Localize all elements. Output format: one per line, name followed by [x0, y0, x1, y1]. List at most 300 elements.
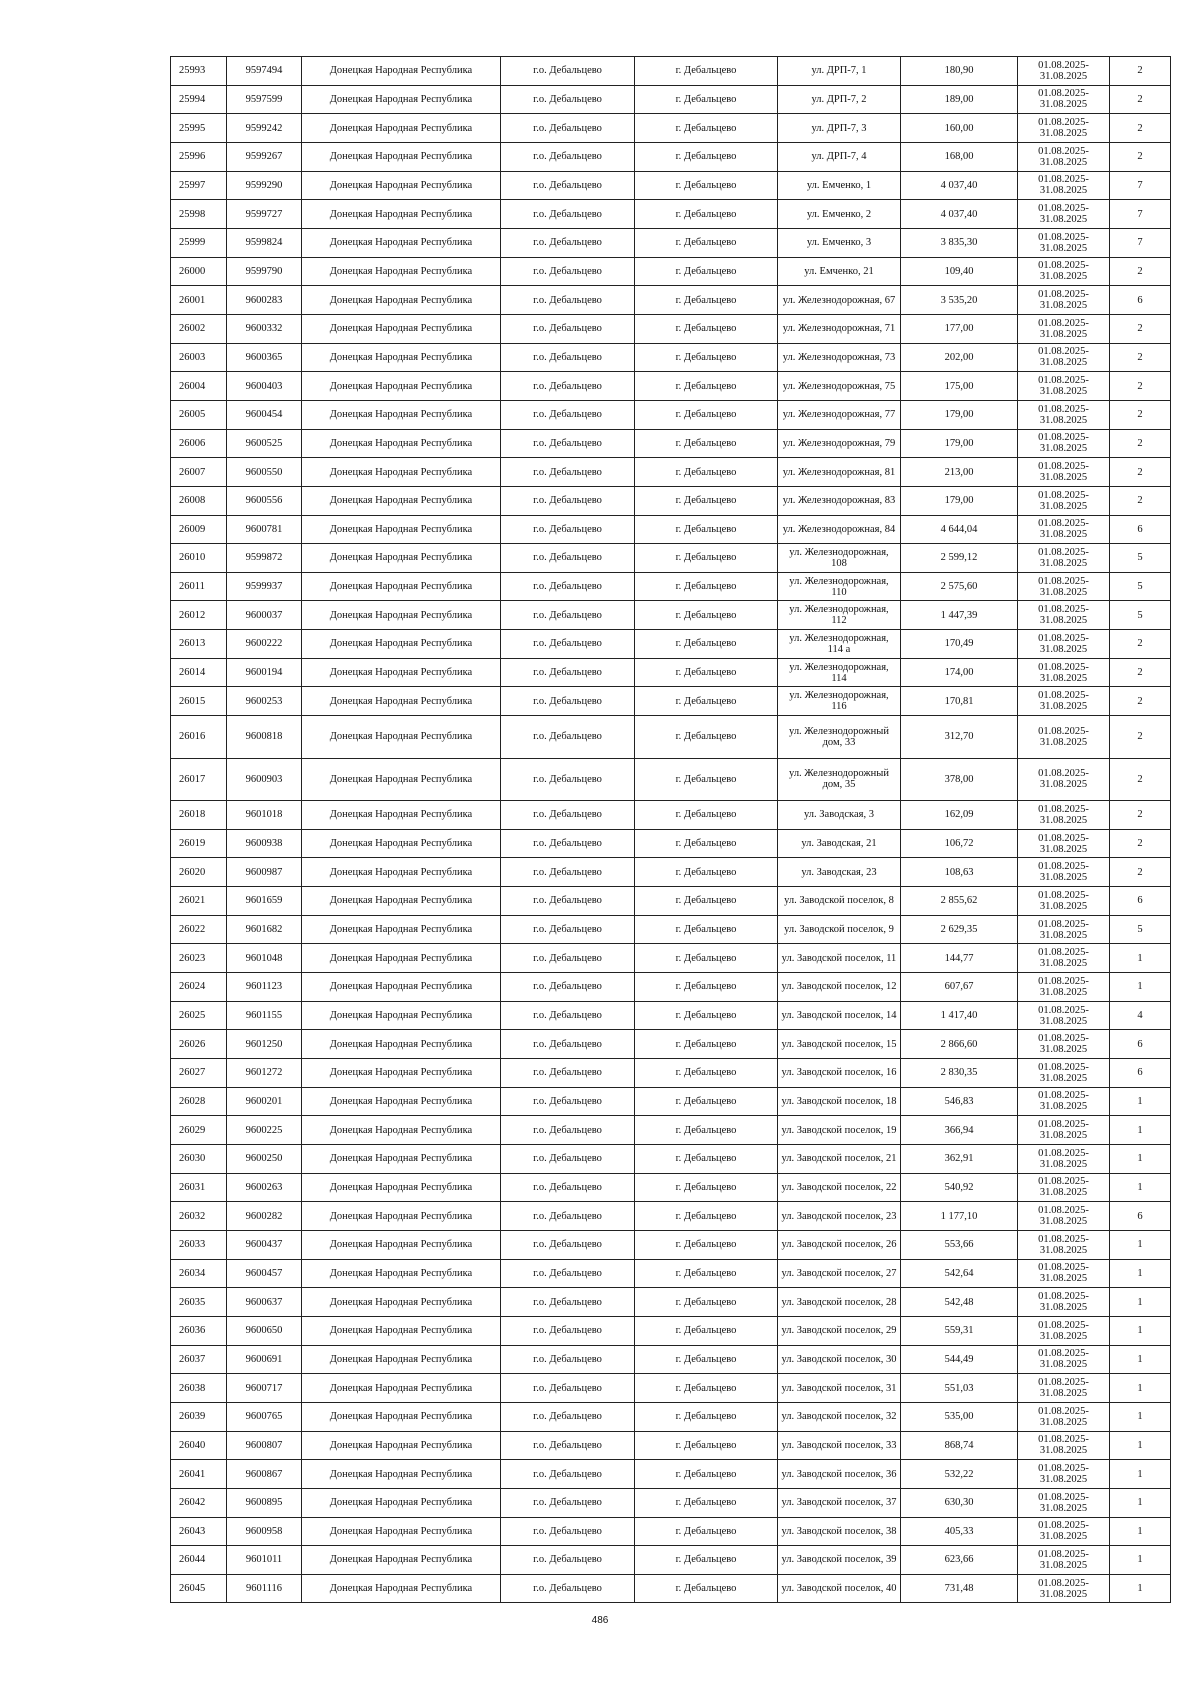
- address-cell: ул. Заводской поселок, 8: [778, 887, 901, 916]
- area-cell: 4 037,40: [901, 200, 1018, 229]
- table-row: [171, 372, 1171, 401]
- district-cell: г.о. Дебальцево: [501, 915, 635, 944]
- address-cell: ул. Емченко, 2: [778, 200, 901, 229]
- district-cell: г.о. Дебальцево: [501, 486, 635, 515]
- region-cell: Донецкая Народная Республика: [302, 1517, 501, 1546]
- region-cell: Донецкая Народная Республика: [302, 1030, 501, 1059]
- period-cell: 01.08.2025-31.08.2025: [1018, 1374, 1110, 1403]
- city-cell: г. Дебальцево: [635, 1316, 778, 1345]
- address-cell: ул. Заводской поселок, 19: [778, 1116, 901, 1145]
- object-code-cell: 9601048: [227, 944, 302, 973]
- object-code-cell: 9601272: [227, 1059, 302, 1088]
- object-code-cell: 9600253: [227, 687, 302, 716]
- row-number-cell: 26038: [171, 1374, 227, 1403]
- city-cell: г. Дебальцево: [635, 915, 778, 944]
- period-cell: 01.08.2025-31.08.2025: [1018, 486, 1110, 515]
- region-cell: Донецкая Народная Республика: [302, 400, 501, 429]
- region-cell: Донецкая Народная Республика: [302, 372, 501, 401]
- table-row: [171, 1460, 1171, 1489]
- count-cell: 7: [1110, 200, 1171, 229]
- object-code-cell: 9600556: [227, 486, 302, 515]
- table-row: [171, 200, 1171, 229]
- region-cell: Донецкая Народная Республика: [302, 1259, 501, 1288]
- period-cell: 01.08.2025-31.08.2025: [1018, 1546, 1110, 1575]
- address-cell: ул. Заводской поселок, 16: [778, 1059, 901, 1088]
- period-cell: 01.08.2025-31.08.2025: [1018, 200, 1110, 229]
- table-row: [171, 687, 1171, 716]
- region-cell: Донецкая Народная Республика: [302, 1402, 501, 1431]
- object-code-cell: 9600938: [227, 829, 302, 858]
- area-cell: 542,64: [901, 1259, 1018, 1288]
- count-cell: 1: [1110, 1288, 1171, 1317]
- address-cell: ул. Железнодорожная, 84: [778, 515, 901, 544]
- district-cell: г.о. Дебальцево: [501, 1374, 635, 1403]
- row-number-cell: 26027: [171, 1059, 227, 1088]
- row-number-cell: 26015: [171, 687, 227, 716]
- area-cell: 1 177,10: [901, 1202, 1018, 1231]
- region-cell: Донецкая Народная Республика: [302, 1116, 501, 1145]
- table-row: [171, 658, 1171, 687]
- address-cell: ул. Заводской поселок, 38: [778, 1517, 901, 1546]
- table-row: [171, 801, 1171, 830]
- area-cell: 607,67: [901, 973, 1018, 1002]
- row-number-cell: 26024: [171, 973, 227, 1002]
- address-cell: ул. Железнодорожная, 77: [778, 400, 901, 429]
- row-number-cell: 26016: [171, 716, 227, 759]
- area-cell: 106,72: [901, 829, 1018, 858]
- table-row: [171, 915, 1171, 944]
- city-cell: г. Дебальцево: [635, 1259, 778, 1288]
- city-cell: г. Дебальцево: [635, 1144, 778, 1173]
- count-cell: 2: [1110, 57, 1171, 86]
- region-cell: Донецкая Народная Республика: [302, 1087, 501, 1116]
- area-cell: 179,00: [901, 400, 1018, 429]
- region-cell: Донецкая Народная Республика: [302, 544, 501, 573]
- period-cell: 01.08.2025-31.08.2025: [1018, 171, 1110, 200]
- count-cell: 2: [1110, 458, 1171, 487]
- area-cell: 177,00: [901, 314, 1018, 343]
- row-number-cell: 26013: [171, 630, 227, 659]
- count-cell: 5: [1110, 572, 1171, 601]
- count-cell: 6: [1110, 1202, 1171, 1231]
- address-cell: ул. Заводской поселок, 27: [778, 1259, 901, 1288]
- count-cell: 1: [1110, 1574, 1171, 1603]
- address-cell: ул. Железнодорожная, 83: [778, 486, 901, 515]
- object-code-cell: 9600437: [227, 1230, 302, 1259]
- count-cell: 2: [1110, 343, 1171, 372]
- row-number-cell: 26009: [171, 515, 227, 544]
- count-cell: 1: [1110, 1345, 1171, 1374]
- row-number-cell: 26039: [171, 1402, 227, 1431]
- region-cell: Донецкая Народная Республика: [302, 1001, 501, 1030]
- region-cell: Донецкая Народная Республика: [302, 829, 501, 858]
- period-cell: 01.08.2025-31.08.2025: [1018, 257, 1110, 286]
- period-cell: 01.08.2025-31.08.2025: [1018, 630, 1110, 659]
- district-cell: г.о. Дебальцево: [501, 1574, 635, 1603]
- district-cell: г.о. Дебальцево: [501, 171, 635, 200]
- object-code-cell: 9600818: [227, 716, 302, 759]
- region-cell: Донецкая Народная Республика: [302, 1546, 501, 1575]
- area-cell: 170,49: [901, 630, 1018, 659]
- area-cell: 362,91: [901, 1144, 1018, 1173]
- period-cell: 01.08.2025-31.08.2025: [1018, 758, 1110, 801]
- city-cell: г. Дебальцево: [635, 687, 778, 716]
- period-cell: 01.08.2025-31.08.2025: [1018, 944, 1110, 973]
- table-row: [171, 85, 1171, 114]
- area-cell: 179,00: [901, 429, 1018, 458]
- area-cell: 1 417,40: [901, 1001, 1018, 1030]
- address-cell: ул. Железнодорожная, 81: [778, 458, 901, 487]
- count-cell: 7: [1110, 228, 1171, 257]
- region-cell: Донецкая Народная Республика: [302, 1316, 501, 1345]
- address-cell: ул. Заводской поселок, 21: [778, 1144, 901, 1173]
- period-cell: 01.08.2025-31.08.2025: [1018, 1144, 1110, 1173]
- region-cell: Донецкая Народная Республика: [302, 1144, 501, 1173]
- count-cell: 2: [1110, 429, 1171, 458]
- row-number-cell: 26025: [171, 1001, 227, 1030]
- address-cell: ул. ДРП-7, 1: [778, 57, 901, 86]
- count-cell: 5: [1110, 915, 1171, 944]
- count-cell: 6: [1110, 286, 1171, 315]
- row-number-cell: 25993: [171, 57, 227, 86]
- row-number-cell: 26029: [171, 1116, 227, 1145]
- row-number-cell: 26035: [171, 1288, 227, 1317]
- region-cell: Донецкая Народная Республика: [302, 1202, 501, 1231]
- count-cell: 2: [1110, 400, 1171, 429]
- object-code-cell: 9600867: [227, 1460, 302, 1489]
- city-cell: г. Дебальцево: [635, 1087, 778, 1116]
- count-cell: 1: [1110, 1116, 1171, 1145]
- count-cell: 2: [1110, 257, 1171, 286]
- table-row: [171, 1030, 1171, 1059]
- district-cell: г.о. Дебальцево: [501, 1546, 635, 1575]
- object-code-cell: 9601250: [227, 1030, 302, 1059]
- district-cell: г.о. Дебальцево: [501, 515, 635, 544]
- district-cell: г.о. Дебальцево: [501, 1259, 635, 1288]
- city-cell: г. Дебальцево: [635, 630, 778, 659]
- row-number-cell: 26006: [171, 429, 227, 458]
- count-cell: 1: [1110, 1517, 1171, 1546]
- object-code-cell: 9601155: [227, 1001, 302, 1030]
- address-cell: ул. Железнодорожная, 114: [778, 658, 901, 687]
- city-cell: г. Дебальцево: [635, 1517, 778, 1546]
- period-cell: 01.08.2025-31.08.2025: [1018, 572, 1110, 601]
- count-cell: 2: [1110, 758, 1171, 801]
- district-cell: г.о. Дебальцево: [501, 1144, 635, 1173]
- city-cell: г. Дебальцево: [635, 973, 778, 1002]
- count-cell: 1: [1110, 1488, 1171, 1517]
- count-cell: 2: [1110, 630, 1171, 659]
- count-cell: 1: [1110, 1087, 1171, 1116]
- row-number-cell: 26044: [171, 1546, 227, 1575]
- area-cell: 180,90: [901, 57, 1018, 86]
- row-number-cell: 26032: [171, 1202, 227, 1231]
- period-cell: 01.08.2025-31.08.2025: [1018, 85, 1110, 114]
- period-cell: 01.08.2025-31.08.2025: [1018, 57, 1110, 86]
- row-number-cell: 26028: [171, 1087, 227, 1116]
- region-cell: Донецкая Народная Республика: [302, 343, 501, 372]
- object-code-cell: 9600807: [227, 1431, 302, 1460]
- area-cell: 170,81: [901, 687, 1018, 716]
- object-code-cell: 9600403: [227, 372, 302, 401]
- period-cell: 01.08.2025-31.08.2025: [1018, 1574, 1110, 1603]
- row-number-cell: 26042: [171, 1488, 227, 1517]
- table-row: [171, 114, 1171, 143]
- count-cell: 2: [1110, 687, 1171, 716]
- address-cell: ул. Заводской поселок, 11: [778, 944, 901, 973]
- district-cell: г.о. Дебальцево: [501, 458, 635, 487]
- address-cell: ул. Железнодорожная, 108: [778, 544, 901, 573]
- district-cell: г.о. Дебальцево: [501, 314, 635, 343]
- period-cell: 01.08.2025-31.08.2025: [1018, 1259, 1110, 1288]
- region-cell: Донецкая Народная Республика: [302, 429, 501, 458]
- count-cell: 6: [1110, 1030, 1171, 1059]
- count-cell: 2: [1110, 85, 1171, 114]
- region-cell: Донецкая Народная Республика: [302, 486, 501, 515]
- district-cell: г.о. Дебальцево: [501, 228, 635, 257]
- city-cell: г. Дебальцево: [635, 171, 778, 200]
- region-cell: Донецкая Народная Республика: [302, 1488, 501, 1517]
- city-cell: г. Дебальцево: [635, 1546, 778, 1575]
- table-row: [171, 716, 1171, 759]
- area-cell: 532,22: [901, 1460, 1018, 1489]
- region-cell: Донецкая Народная Республика: [302, 286, 501, 315]
- row-number-cell: 25997: [171, 171, 227, 200]
- period-cell: 01.08.2025-31.08.2025: [1018, 1173, 1110, 1202]
- row-number-cell: 25995: [171, 114, 227, 143]
- city-cell: г. Дебальцево: [635, 572, 778, 601]
- region-cell: Донецкая Народная Республика: [302, 1374, 501, 1403]
- address-cell: ул. Железнодорожная, 73: [778, 343, 901, 372]
- area-cell: 366,94: [901, 1116, 1018, 1145]
- object-code-cell: 9600194: [227, 658, 302, 687]
- period-cell: 01.08.2025-31.08.2025: [1018, 915, 1110, 944]
- district-cell: г.о. Дебальцево: [501, 716, 635, 759]
- region-cell: Донецкая Народная Республика: [302, 1574, 501, 1603]
- region-cell: Донецкая Народная Республика: [302, 142, 501, 171]
- object-code-cell: 9599290: [227, 171, 302, 200]
- table-row: [171, 1259, 1171, 1288]
- region-cell: Донецкая Народная Республика: [302, 114, 501, 143]
- row-number-cell: 26037: [171, 1345, 227, 1374]
- period-cell: 01.08.2025-31.08.2025: [1018, 1030, 1110, 1059]
- table-body: [171, 57, 1171, 1603]
- city-cell: г. Дебальцево: [635, 1116, 778, 1145]
- row-number-cell: 26043: [171, 1517, 227, 1546]
- city-cell: г. Дебальцево: [635, 601, 778, 630]
- period-cell: 01.08.2025-31.08.2025: [1018, 1431, 1110, 1460]
- row-number-cell: 26020: [171, 858, 227, 887]
- period-cell: 01.08.2025-31.08.2025: [1018, 1402, 1110, 1431]
- table-row: [171, 1001, 1171, 1030]
- count-cell: 5: [1110, 601, 1171, 630]
- period-cell: 01.08.2025-31.08.2025: [1018, 372, 1110, 401]
- period-cell: 01.08.2025-31.08.2025: [1018, 716, 1110, 759]
- table-row: [171, 1546, 1171, 1575]
- city-cell: г. Дебальцево: [635, 286, 778, 315]
- district-cell: г.о. Дебальцево: [501, 200, 635, 229]
- region-cell: Донецкая Народная Республика: [302, 515, 501, 544]
- city-cell: г. Дебальцево: [635, 429, 778, 458]
- table-row: [171, 758, 1171, 801]
- area-cell: 160,00: [901, 114, 1018, 143]
- district-cell: г.о. Дебальцево: [501, 286, 635, 315]
- table-row: [171, 1316, 1171, 1345]
- object-code-cell: 9600225: [227, 1116, 302, 1145]
- count-cell: 2: [1110, 716, 1171, 759]
- region-cell: Донецкая Народная Республика: [302, 1288, 501, 1317]
- address-cell: ул. Железнодорожная, 67: [778, 286, 901, 315]
- city-cell: г. Дебальцево: [635, 1288, 778, 1317]
- area-cell: 1 447,39: [901, 601, 1018, 630]
- address-cell: ул. Заводской поселок, 15: [778, 1030, 901, 1059]
- area-cell: 179,00: [901, 486, 1018, 515]
- period-cell: 01.08.2025-31.08.2025: [1018, 400, 1110, 429]
- period-cell: 01.08.2025-31.08.2025: [1018, 1288, 1110, 1317]
- city-cell: г. Дебальцево: [635, 829, 778, 858]
- region-cell: Донецкая Народная Республика: [302, 944, 501, 973]
- period-cell: 01.08.2025-31.08.2025: [1018, 1345, 1110, 1374]
- row-number-cell: 26031: [171, 1173, 227, 1202]
- table-row: [171, 1374, 1171, 1403]
- table-row: [171, 973, 1171, 1002]
- period-cell: 01.08.2025-31.08.2025: [1018, 829, 1110, 858]
- city-cell: г. Дебальцево: [635, 1431, 778, 1460]
- object-code-cell: 9601018: [227, 801, 302, 830]
- district-cell: г.о. Дебальцево: [501, 1460, 635, 1489]
- count-cell: 2: [1110, 114, 1171, 143]
- count-cell: 1: [1110, 1316, 1171, 1345]
- table-row: [171, 1345, 1171, 1374]
- object-code-cell: 9599242: [227, 114, 302, 143]
- object-code-cell: 9600250: [227, 1144, 302, 1173]
- address-cell: ул. Железнодорожный дом, 33: [778, 716, 901, 759]
- district-cell: г.о. Дебальцево: [501, 1316, 635, 1345]
- object-code-cell: 9599872: [227, 544, 302, 573]
- count-cell: 1: [1110, 1173, 1171, 1202]
- address-cell: ул. Заводская, 3: [778, 801, 901, 830]
- district-cell: г.о. Дебальцево: [501, 1059, 635, 1088]
- city-cell: г. Дебальцево: [635, 85, 778, 114]
- area-cell: 174,00: [901, 658, 1018, 687]
- address-cell: ул. Емченко, 1: [778, 171, 901, 200]
- table-row: [171, 1173, 1171, 1202]
- count-cell: 1: [1110, 944, 1171, 973]
- area-cell: 540,92: [901, 1173, 1018, 1202]
- region-cell: Донецкая Народная Республика: [302, 1345, 501, 1374]
- count-cell: 2: [1110, 372, 1171, 401]
- district-cell: г.о. Дебальцево: [501, 1173, 635, 1202]
- object-code-cell: 9600282: [227, 1202, 302, 1231]
- region-cell: Донецкая Народная Республика: [302, 1173, 501, 1202]
- row-number-cell: 26010: [171, 544, 227, 573]
- row-number-cell: 26008: [171, 486, 227, 515]
- city-cell: г. Дебальцево: [635, 458, 778, 487]
- period-cell: 01.08.2025-31.08.2025: [1018, 314, 1110, 343]
- page-number: 486: [591, 1615, 609, 1626]
- period-cell: 01.08.2025-31.08.2025: [1018, 228, 1110, 257]
- row-number-cell: 26040: [171, 1431, 227, 1460]
- city-cell: г. Дебальцево: [635, 544, 778, 573]
- city-cell: г. Дебальцево: [635, 1345, 778, 1374]
- period-cell: 01.08.2025-31.08.2025: [1018, 1001, 1110, 1030]
- address-cell: ул. Заводской поселок, 31: [778, 1374, 901, 1403]
- period-cell: 01.08.2025-31.08.2025: [1018, 687, 1110, 716]
- table-row: [171, 1488, 1171, 1517]
- object-code-cell: 9600637: [227, 1288, 302, 1317]
- region-cell: Донецкая Народная Республика: [302, 716, 501, 759]
- table-row: [171, 1116, 1171, 1145]
- address-cell: ул. Заводской поселок, 32: [778, 1402, 901, 1431]
- city-cell: г. Дебальцево: [635, 1230, 778, 1259]
- table-row: [171, 1517, 1171, 1546]
- period-cell: 01.08.2025-31.08.2025: [1018, 429, 1110, 458]
- city-cell: г. Дебальцево: [635, 486, 778, 515]
- district-cell: г.о. Дебальцево: [501, 1116, 635, 1145]
- district-cell: г.о. Дебальцево: [501, 372, 635, 401]
- area-cell: 2 575,60: [901, 572, 1018, 601]
- address-cell: ул. Заводская, 23: [778, 858, 901, 887]
- table-row: [171, 1144, 1171, 1173]
- row-number-cell: 26000: [171, 257, 227, 286]
- area-cell: 3 535,20: [901, 286, 1018, 315]
- district-cell: г.о. Дебальцево: [501, 601, 635, 630]
- area-cell: 868,74: [901, 1431, 1018, 1460]
- object-code-cell: 9600765: [227, 1402, 302, 1431]
- city-cell: г. Дебальцево: [635, 1374, 778, 1403]
- table-row: [171, 1402, 1171, 1431]
- area-cell: 213,00: [901, 458, 1018, 487]
- count-cell: 1: [1110, 1431, 1171, 1460]
- region-cell: Донецкая Народная Республика: [302, 228, 501, 257]
- city-cell: г. Дебальцево: [635, 758, 778, 801]
- period-cell: 01.08.2025-31.08.2025: [1018, 515, 1110, 544]
- district-cell: г.о. Дебальцево: [501, 1001, 635, 1030]
- table-row: [171, 572, 1171, 601]
- period-cell: 01.08.2025-31.08.2025: [1018, 1202, 1110, 1231]
- district-cell: г.о. Дебальцево: [501, 400, 635, 429]
- district-cell: г.о. Дебальцево: [501, 801, 635, 830]
- count-cell: 1: [1110, 1144, 1171, 1173]
- area-cell: 312,70: [901, 716, 1018, 759]
- object-code-cell: 9599824: [227, 228, 302, 257]
- address-cell: ул. Заводская, 21: [778, 829, 901, 858]
- region-cell: Донецкая Народная Республика: [302, 758, 501, 801]
- table-row: [171, 400, 1171, 429]
- count-cell: 1: [1110, 1460, 1171, 1489]
- area-cell: 559,31: [901, 1316, 1018, 1345]
- row-number-cell: 26011: [171, 572, 227, 601]
- period-cell: 01.08.2025-31.08.2025: [1018, 658, 1110, 687]
- area-cell: 535,00: [901, 1402, 1018, 1431]
- city-cell: г. Дебальцево: [635, 1202, 778, 1231]
- address-cell: ул. Заводской поселок, 26: [778, 1230, 901, 1259]
- table-row: [171, 1059, 1171, 1088]
- address-cell: ул. Железнодорожная, 71: [778, 314, 901, 343]
- city-cell: г. Дебальцево: [635, 1030, 778, 1059]
- table-row: [171, 829, 1171, 858]
- district-cell: г.о. Дебальцево: [501, 1345, 635, 1374]
- area-cell: 2 830,35: [901, 1059, 1018, 1088]
- region-cell: Донецкая Народная Республика: [302, 630, 501, 659]
- district-cell: г.о. Дебальцево: [501, 944, 635, 973]
- area-cell: 405,33: [901, 1517, 1018, 1546]
- table-row: [171, 858, 1171, 887]
- count-cell: 1: [1110, 1546, 1171, 1575]
- address-cell: ул. ДРП-7, 4: [778, 142, 901, 171]
- row-number-cell: 26004: [171, 372, 227, 401]
- city-cell: г. Дебальцево: [635, 1001, 778, 1030]
